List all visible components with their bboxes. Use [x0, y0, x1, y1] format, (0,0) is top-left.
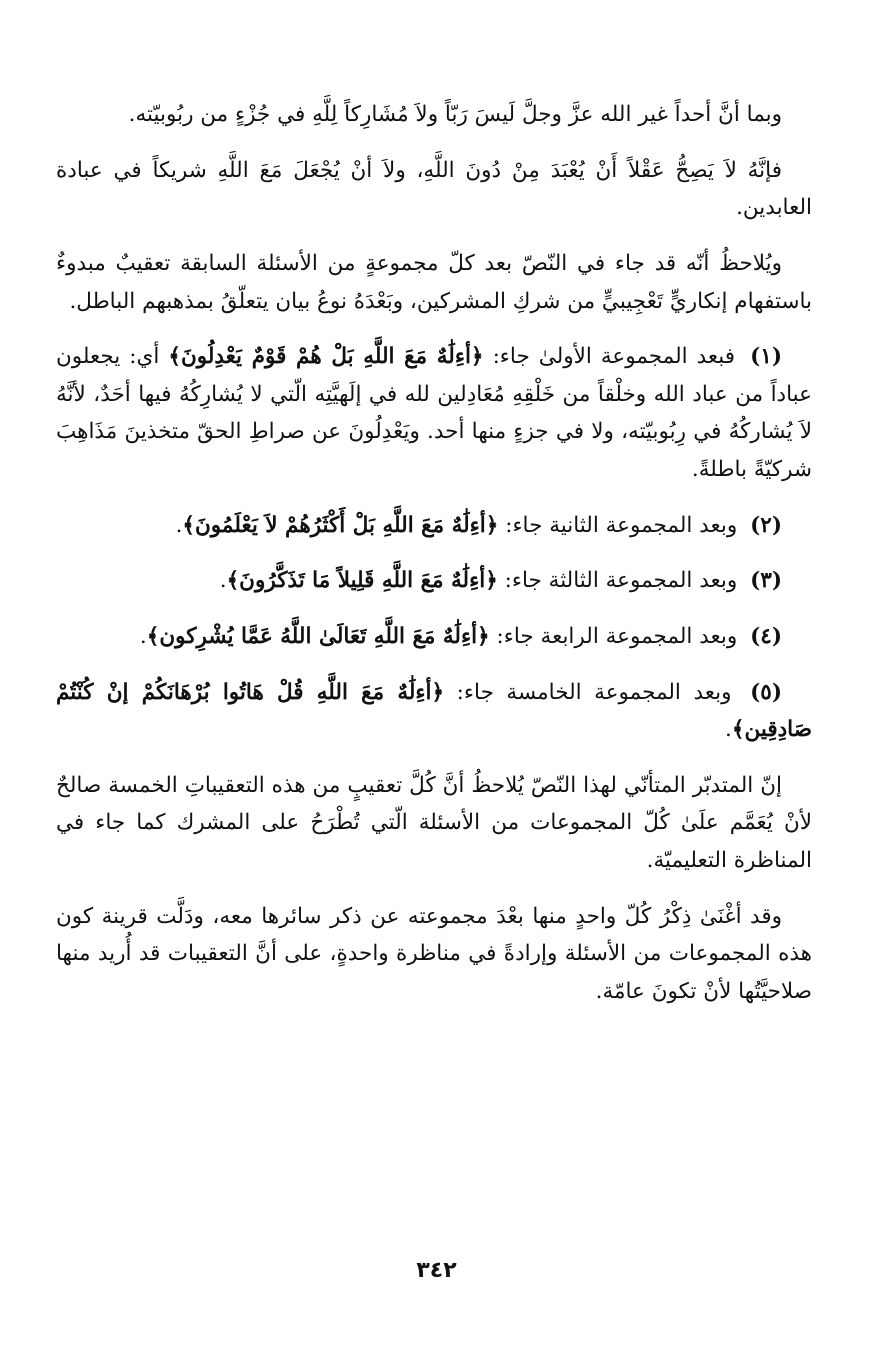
item-intro: وبعد المجموعة الرابعة جاء:	[496, 623, 738, 649]
item-number: (٥)	[750, 679, 783, 705]
numbered-item-4	[56, 618, 812, 656]
item-number: (١)	[750, 344, 783, 370]
numbered-item-3	[56, 562, 812, 600]
item-number: (٤)	[750, 623, 782, 649]
item-tail: .	[175, 512, 183, 538]
item-intro: فبعد المجموعة الأولىٰ جاء:	[492, 344, 736, 370]
item-intro: وبعد المجموعة الثانية جاء:	[505, 512, 738, 538]
quran-verse: ﴿أءِلَٰهٌ مَعَ اللَّهِ بَلْ أَكْثَرُهُمْ لاَ يَعْلَمُونَ﴾	[182, 512, 499, 538]
item-number: (٣)	[750, 568, 782, 594]
item-tail: .	[725, 717, 732, 743]
item-intro: وبعد المجموعة الثالثة جاء:	[504, 568, 738, 594]
item-intro: وبعد المجموعة الخامسة جاء:	[456, 679, 732, 705]
quran-verse: ﴿أءِلَٰهٌ مَعَ اللَّهِ قُلْ هَاتُوا بُرْهَانَكُمْ إنْ كُنْتُمْ صَادِقِين﴾	[56, 679, 812, 743]
quran-verse: ﴿أءِلَٰهٌ مَعَ اللَّهِ تَعَالَىٰ اللَّهُ عَمَّا يُشْرِكون﴾	[146, 623, 490, 649]
numbered-item-5	[56, 674, 812, 749]
paragraph-2: فإنَّهُ لاَ يَصِحُّ عَقْلاً أَنْ يُعْبَدَ مِنْ دُونَ اللَّهِ، ولاَ أنْ يُجْعَلَ مَعَ اللَّهِ شريكاً في عبادة العابدين.	[56, 157, 812, 221]
page-number: ٣٤٢	[416, 1258, 457, 1283]
quran-verse: ﴿أءِلَٰهٌ مَعَ اللَّهِ بَلْ هُمْ قَوْمٌ يَعْدِلُونَ﴾	[168, 344, 484, 370]
paragraph-1: وبما أنَّ أحداً غير الله عزَّ وجلَّ لَيسَ رَبّاً ولاَ مُشَارِكاً لِلَّهِ في جُزْءٍ من ربُوبيّته.	[128, 102, 782, 127]
paragraph-3: ويُلاحظُ أنّه قد جاء في النّصّ بعد كلّ مجموعةٍ من الأسئلة السابقة تعقيبٌ مبدوءٌ باستفهام إنكاريٍّ تَعْجِيبيٍّ من شركِ المشركين، وبَعْدَهُ نوعُ بيان يتعلّقُ بمذهبهم الباطل.	[56, 250, 812, 314]
item-number: (٢)	[750, 512, 782, 538]
item-tail: .	[139, 623, 147, 649]
numbered-item-1	[56, 338, 812, 489]
page-body	[56, 96, 812, 1029]
closing-paragraph-2: وقد أغْنَىٰ ذِكْرُ كُلّ واحدٍ منها بعْدَ مجموعته عن ذكر سائرها معه، ودَلَّت قرينة كون هذه المجموعات من الأسئلة وإرادةً في مناظرة واحدةٍ، على أنَّ التعقيبات قد أُريد منها صلاحيَّتُها لأنْ تكونَ عامّة.	[56, 903, 812, 1004]
item-tail: .	[219, 568, 227, 594]
item-tail: أي: يجعلون عباداً من عباد الله وخلْقاً من خَلْقِهِ مُعَادِلين لله في إلَهيَّتِه الّتي لا يُشارِكُهُ فيها أحَدٌ، لأنَّهُ لاَ يُشاركُهُ في رِبُوبيّته، ولا في جزءٍ منها أحد. ويَعْدِلُونَ عن صراطِ الحقّ متخذينَ مَذَاهِبَ شركيّةً باطلةً.	[56, 344, 812, 482]
numbered-item-2	[56, 507, 812, 545]
quran-verse: ﴿أءِلَٰهٌ مَعَ اللَّهِ قَلِيلاً مَا تَذَكَّرُونَ﴾	[226, 568, 498, 594]
closing-paragraph-1: إنّ المتدبّر المتأنّي لهذا النّصّ يُلاحظُ أنَّ كُلَّ تعقيبٍ من هذه التعقيباتِ الخمسة صالحٌ لأنْ يُعَمَّم علَىٰ كُلّ المجموعات من الأسئلة الّتي تُطْرَحُ على المشرك كما جاء في المناظرة التعليميّة.	[56, 772, 812, 873]
